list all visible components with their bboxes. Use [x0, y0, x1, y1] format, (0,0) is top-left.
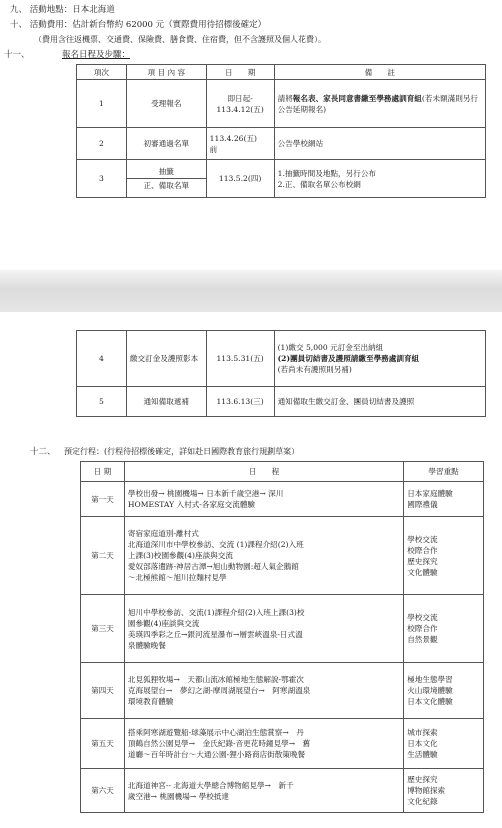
table-row — [81, 482, 484, 517]
reg-row4-date: 113.5.31(五) — [206, 331, 274, 387]
activity-fee-line: 十、 活動費用：估計新台幣約 62000 元（實際費用待招標後確定） — [10, 20, 267, 30]
itin-day3-schedule: 旭川中學校參訪、交流(1)課程介紹(2)入班上課(3)校 園參觀(4)座談與交流 美瑛四季彩之丘→銀河流星瀑布→層雲峽溫泉-日式溫 泉體驗晚餐 — [124, 595, 403, 663]
itin-day5-focus: 城市探索 日本文化 生活體驗 — [404, 719, 484, 769]
itin-day1-focus: 日本家庭體驗 國際禮儀 — [404, 482, 484, 517]
reg-row2-num: 2 — [77, 128, 127, 160]
reg-row1-note: 請將報名表、家長同意書繳至學務處訓育組(若未額滿則另行公告延期報名) — [274, 80, 485, 128]
itin-header-focus: 學習重點 — [404, 462, 484, 482]
itin-day5-label: 第五天 — [81, 719, 125, 769]
reg-header-note: 備 註 — [274, 65, 485, 80]
section-twelve-number: 十二、 — [30, 447, 56, 457]
itin-header-schedule: 日 程 — [124, 462, 403, 482]
activity-fee-note: （費用含往返機票、交通費、保險費、膳食費、住宿費，但不含護照及個人花費）。 — [34, 35, 326, 44]
itin-day4-label: 第四天 — [81, 663, 125, 719]
itin-header-date: 日 期 — [81, 462, 125, 482]
reg-row5-num: 5 — [77, 387, 127, 417]
page-break-gap — [0, 270, 502, 312]
table-row — [77, 387, 486, 417]
reg-row5-date: 113.6.13(三) — [206, 387, 274, 417]
table-row — [77, 160, 486, 198]
table-row — [81, 719, 484, 769]
reg-row2-item: 初審通過名單 — [126, 128, 206, 160]
reg-row3-num: 3 — [77, 160, 127, 198]
table-row — [77, 331, 486, 387]
reg-row3-date: 113.5.2(四) — [206, 160, 274, 198]
document-page-2 — [0, 312, 502, 828]
reg-row5-note: 通知備取生繳交訂金、團員切結書及護照 — [274, 387, 485, 417]
reg-header-item: 項 目 內 容 — [126, 65, 206, 80]
reg-row3-item: 抽籤 正、備取名單 — [126, 160, 206, 198]
itin-day3-label: 第三天 — [81, 595, 125, 663]
reg-row4-num: 4 — [77, 331, 127, 387]
itin-day1-label: 第一天 — [81, 482, 125, 517]
itin-day4-focus: 極地生態學習 火山環境體驗 日本文化體驗 — [404, 663, 484, 719]
registration-table — [76, 64, 486, 198]
section-eleven-number: 十一、 — [4, 50, 30, 60]
section-eleven-title: 報名日程及步驟： — [62, 50, 131, 60]
table-row — [81, 769, 484, 813]
itin-day6-focus: 歷史探究 博物館探索 文化紀錄 — [404, 769, 484, 813]
itin-day6-schedule: 北海道神宮-- 北海道大學總合博物館見學→ 新千 歲空港→ 桃園機場→ 學校抵達 — [124, 769, 403, 813]
itin-day4-schedule: 北見狐狸牧場→ 天都山流冰館極地生態解說-鄂霍次 克海展望台→ 夢幻之湖-摩周湖展望台→ 阿寒湖溫泉 環境教育體驗 — [124, 663, 403, 719]
section-twelve-title: 預定行程：(行程待招標後確定，詳如赴日國際教育旅行規劃草案） — [64, 447, 300, 456]
itin-day6-label: 第六天 — [81, 769, 125, 813]
reg-row3-note: 1.抽籤時間及地點，另行公布 2.正、備取名單公布校網 — [274, 160, 485, 198]
document-page-1 — [0, 0, 502, 270]
table-row — [77, 128, 486, 160]
reg-row5-item: 通知備取遞補 — [126, 387, 206, 417]
reg-row1-num: 1 — [77, 80, 127, 128]
reg-header-date: 日 期 — [206, 65, 274, 80]
reg-row1-date: 即日起- 113.4.12(五) — [206, 80, 274, 128]
registration-table-continued — [76, 330, 486, 417]
itin-day2-schedule: 寄宿家庭道別-離村式 北海道深川市中學校參訪、交流 (1)課程介紹(2)入班 上課(3)校園參觀(4)座談與交流 愛奴部落遺跡-神居古潭→旭山動物園:超人氣企鵝館 ～北極熊館～旭川拉麵村見學 — [124, 517, 403, 595]
itinerary-table — [80, 461, 484, 813]
reg-row4-note: (1)繳交 5,000 元訂金至出納組 (2)團員切結書及護照請繳至學務處訓育組 (若尚未有護照則另補) — [274, 331, 485, 387]
itin-day3-focus: 學校交流 校際合作 自然景觀 — [404, 595, 484, 663]
reg-header-num: 項次 — [77, 65, 127, 80]
reg-row2-note: 公告學校網站 — [274, 128, 485, 160]
table-row — [81, 517, 484, 595]
table-row — [81, 663, 484, 719]
activity-location-line: 九、 活動地點：日本北海道 — [10, 5, 115, 15]
table-row — [81, 595, 484, 663]
reg-row4-item: 繳交訂金及護照影本 — [126, 331, 206, 387]
reg-row1-item: 受理報名 — [126, 80, 206, 128]
reg-row2-date: 113.4.26(五) 前 — [206, 128, 274, 160]
table-row — [77, 80, 486, 128]
itin-day5-schedule: 搭乘阿寒湖遊覽船-球藻展示中心湖泊生態賞察→ 丹 頂鶴自然公園見學→ 金氏紀錄-音更花時鐘見學→ 舊 道廳～百年時計台～大通公園-狸小路商店街散策晚餐 — [124, 719, 403, 769]
itin-day2-label: 第二天 — [81, 517, 125, 595]
itin-day1-schedule: 學校出發→ 桃園機場→ 日本新千歲空港→ 深川 HOMESTAY 入村式-各家庭交流體驗 — [124, 482, 403, 517]
itin-day2-focus: 學校交流 校際合作 歷史探究 文化體驗 — [404, 517, 484, 595]
